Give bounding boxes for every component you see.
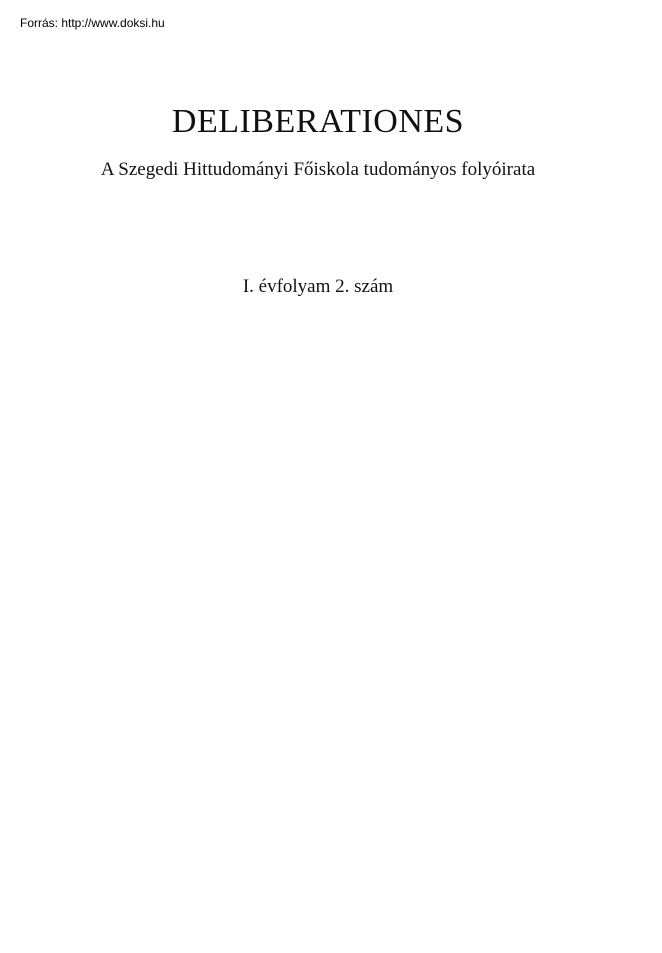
document-subtitle: A Szegedi Hittudományi Főiskola tudományos folyóirata [100, 159, 536, 180]
document-title: DELIBERATIONES [171, 103, 465, 140]
source-url-text: Forrás: http://www.doksi.hu [20, 16, 165, 30]
title-block [0, 0, 636, 299]
issue-line: I. évfolyam 2. szám [242, 276, 394, 297]
